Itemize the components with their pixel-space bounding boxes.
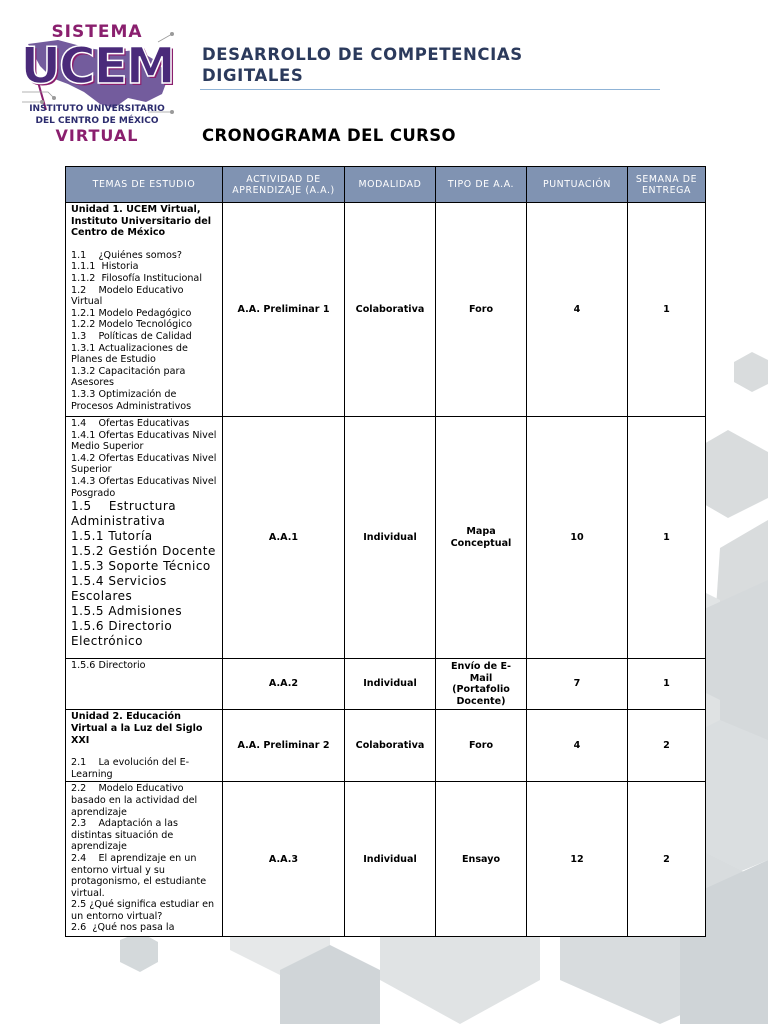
score-cell: 7 [527, 659, 628, 710]
table-row [66, 710, 706, 782]
section-title: CRONOGRAMA DEL CURSO [202, 126, 456, 145]
table-row [66, 659, 706, 710]
activity-cell: A.A.1 [223, 417, 345, 659]
ucem-virtual-logo [18, 22, 176, 146]
topic-line: 1.5.3 Soporte Técnico [71, 559, 211, 574]
title-divider [200, 89, 660, 90]
topic-line: 1.5.1 Tutoría [71, 529, 153, 544]
week-cell: 1 [628, 659, 706, 710]
topics-cell [66, 659, 223, 710]
topic-line: Unidad 1. UCEM Virtual, Instituto Universitario del Centro de México [71, 204, 215, 239]
logo-bottom-text: VIRTUAL [55, 126, 139, 145]
modality-cell: Individual [345, 782, 436, 937]
activity-type-cell: Mapa Conceptual [436, 417, 527, 659]
score-cell: 4 [527, 203, 628, 417]
header-actividad: ACTIVIDAD DE APRENDIZAJE (A.A.) [223, 167, 345, 203]
topic-line: 2.4 El aprendizaje en un entorno virtual y su protagonismo, el estudiante virtual. [71, 852, 210, 899]
topic-line: 2.2 Modelo Educativo basado en la actividad del aprendizaje [71, 783, 201, 818]
topics-cell [66, 782, 223, 937]
activity-type-cell: Foro [436, 203, 527, 417]
table-row [66, 203, 706, 417]
logo-subtitle-line1: INSTITUTO UNIVERSITARIO [29, 104, 165, 114]
week-cell: 1 [628, 203, 706, 417]
topic-line: 2.1 La evolución del E-Learning [71, 757, 190, 780]
week-cell: 2 [628, 782, 706, 937]
table-row [66, 782, 706, 937]
document-title [202, 44, 662, 86]
score-cell: 4 [527, 710, 628, 782]
topic-line: 1.3.3 Optimización de Procesos Administrativos [71, 388, 192, 412]
topic-line [71, 746, 217, 757]
header-puntuacion: PUNTUACIÓN [527, 167, 628, 203]
activity-cell: A.A.2 [223, 659, 345, 710]
modality-cell: Colaborativa [345, 203, 436, 417]
topic-line: 1.3.2 Capacitación para Asesores [71, 365, 189, 389]
topic-line: 1.2.2 Modelo Tecnológico [71, 319, 192, 331]
activity-type-cell: Ensayo [436, 782, 527, 937]
table-row [66, 417, 706, 659]
logo-top-text: SISTEMA [51, 22, 143, 42]
header-temas: TEMAS DE ESTUDIO [66, 167, 223, 203]
modality-cell: Individual [345, 417, 436, 659]
modality-cell: Colaborativa [345, 710, 436, 782]
schedule-table [65, 166, 706, 937]
topic-line: 1.3.1 Actualizaciones de Planes de Estudio [71, 342, 191, 366]
topic-line: 1.3 Políticas de Calidad [71, 330, 192, 342]
header-tipo: TIPO DE A.A. [436, 167, 527, 203]
document-title-line1: DESARROLLO DE COMPETENCIAS [202, 45, 523, 64]
topic-line: 2.5 ¿Qué significa estudiar en un entorno virtual? [71, 899, 218, 922]
topic-line: 1.2 Modelo Educativo Virtual [71, 284, 187, 308]
header-modalidad: MODALIDAD [345, 167, 436, 203]
table-header-row [66, 167, 706, 203]
topic-line: 1.5.6 Directorio [71, 660, 146, 671]
table-body [66, 203, 706, 937]
topic-line: 1.5.5 Admisiones [71, 604, 183, 619]
topic-line: 1.1.2 Filosofía Institucional [71, 272, 202, 284]
logo-subtitle-line2: DEL CENTRO DE MÉXICO [35, 116, 159, 126]
topic-line: 2.6 ¿Qué nos pasa la [71, 922, 175, 934]
topic-line: 1.5.4 Servicios Escolares [71, 574, 172, 604]
topic-line: 1.4.3 Ofertas Educativas Nivel Posgrado [71, 475, 220, 499]
activity-cell: A.A. Preliminar 1 [223, 203, 345, 417]
activity-cell: A.A.3 [223, 782, 345, 937]
topic-line: 1.2.1 Modelo Pedagógico [71, 307, 192, 319]
topics-cell [66, 710, 223, 782]
hexagon-shape [734, 352, 768, 392]
score-cell: 12 [527, 782, 628, 937]
modality-cell: Individual [345, 659, 436, 710]
week-cell: 1 [628, 417, 706, 659]
topic-line: 1.5 Estructura Administrativa [71, 499, 181, 529]
topic-line: 2.3 Adaptación a las distintas situación de aprendizaje [71, 818, 182, 853]
header-semana: SEMANA DE ENTREGA [628, 167, 706, 203]
topics-cell [66, 417, 223, 659]
logo-main-text: UCEM [20, 37, 174, 95]
hexagon-shape [120, 932, 158, 972]
topics-cell [66, 203, 223, 417]
topic-line: 1.5.6 Directorio Electrónico [71, 619, 177, 649]
topic-line: Unidad 2. Educación Virtual a la Luz del Siglo XXI [71, 711, 206, 746]
document-title-line2: DIGITALES [202, 66, 304, 85]
activity-cell: A.A. Preliminar 2 [223, 710, 345, 782]
topic-line: 1.1 ¿Quiénes somos? [71, 249, 182, 261]
activity-type-cell: Foro [436, 710, 527, 782]
activity-type-cell: Envío de E-Mail (Portafolio Docente) [436, 659, 527, 710]
topic-line: 1.5.2 Gestión Docente [71, 544, 216, 559]
score-cell: 10 [527, 417, 628, 659]
topic-line: 1.4.2 Ofertas Educativas Nivel Superior [71, 452, 220, 476]
topic-line: 1.1.1 Historia [71, 261, 139, 273]
topic-line: 1.4 Ofertas Educativas [71, 418, 190, 429]
week-cell: 2 [628, 710, 706, 782]
topic-line: 1.4.1 Ofertas Educativas Nivel Medio Superior [71, 429, 220, 453]
topic-line [71, 239, 217, 250]
